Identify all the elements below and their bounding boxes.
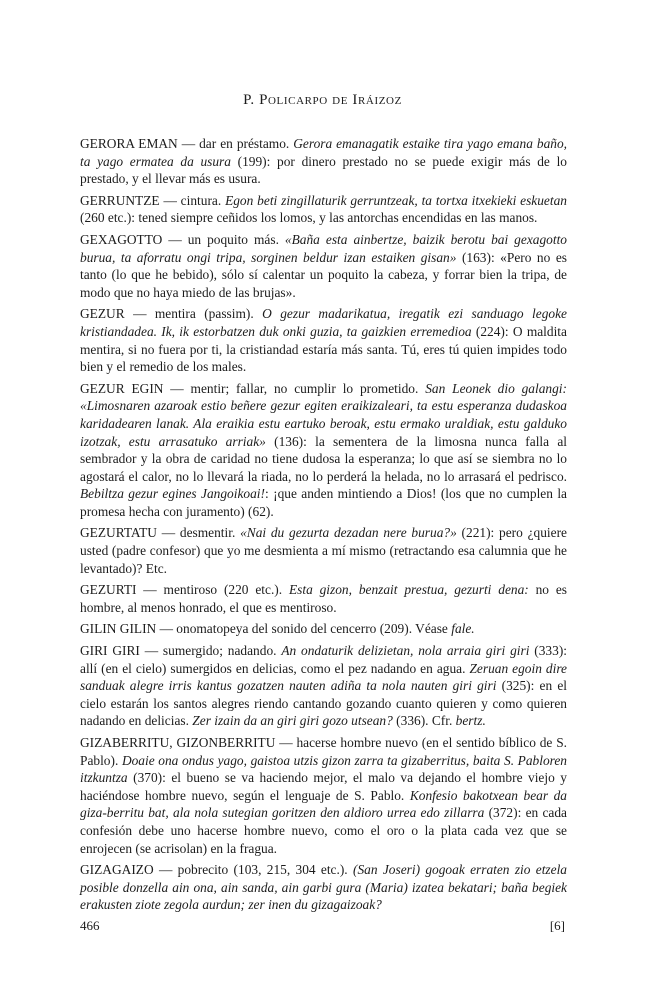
entry-text: (336). Cfr.	[392, 713, 456, 729]
entry-example-text: Bebiltza gezur egines Jangoikoai!	[80, 486, 265, 502]
dictionary-entry	[80, 581, 567, 616]
entry-text: GERORA EMAN — dar en préstamo.	[80, 136, 294, 151]
entry-example-text: Konfesio bakotxean bear da giza-berritu bat, ala nola sutegian goritzen den aldioro urrea edo zillarra	[80, 787, 567, 821]
entry-text: (372): en cada confesión debe uno hacerse hombre nuevo, como el oro o la plata cada vez que se enrojecen (se acrisolan) en la fragua.	[80, 805, 567, 856]
entry-example-text: O gezur madarikatua, iregatik ezi sanduago legoke kristiandadea. Ik, ik estorbatzen duk onki guzia, ta gaizkien erremedioa	[80, 306, 567, 339]
entry-example-text: Zer izain da an giri giri gozo utsean?	[192, 713, 393, 729]
dictionary-entry	[80, 734, 567, 857]
entry-example-text: fale.	[451, 621, 475, 637]
entry-example-text: San Leonek dio galangi: «Limosnaren azaroak estio beñere gezur egiten eraikizaleari, ta estu esperanza dudaskoa karidadearen lanak. Ala eraikia estu eartuko beroak, estu ermako uraldiak, estu galduko izotzak, estu arrasatuko arriak»	[80, 380, 567, 449]
dictionary-entry	[80, 305, 567, 375]
dictionary-entry	[80, 231, 567, 301]
entry-example-text: Zeruan egoin dire sanduak alegre irris kantus gozatzen nauten adiña ta nola nauten giri giri	[80, 660, 567, 694]
entry-text: GIZAGAIZO — pobrecito (103, 215, 304 etc.).	[80, 862, 353, 878]
entry-text: GEZURTI — mentiroso (220 etc.).	[80, 582, 289, 598]
entry-text: (224): O maldita mentira, si no fuera por ti, la cristiandad estaría más santa. Tú, eres tú quien impides todo bien y el remedio de los males.	[80, 323, 567, 375]
entry-example-text: «Nai du gezurta dezadan nere burua?»	[240, 525, 457, 541]
entry-example-text: An ondaturik delizietan, nola arraia giri giri	[281, 643, 530, 659]
entry-example-text: bertz.	[455, 713, 486, 729]
header-author: Policarpo de Iráizoz	[259, 92, 402, 108]
entry-example-text: Esta gizon, benzait prestua, gezurti dena:	[288, 582, 529, 598]
entry-text: : ¡que anden mintiendo a Dios! (los que no cumplen la promesa hecha con juramento) (62).	[80, 486, 567, 519]
entry-text: no es hombre, al menos honrado, el que es mentiroso.	[80, 582, 567, 615]
dictionary-entry	[80, 135, 567, 188]
entry-text: (325): en el cielo estarán los santos alegres riendo cantando gozando cuanto quieren y como quieren nadando en delicias.	[80, 678, 567, 729]
entry-example-text: «Baña esta ainbertze, baizik berotu bai gexagotto burua, ta aforratu ongi tripa, sorginen beldur izan estaiken gisan»	[80, 231, 567, 265]
entry-text: (163): «Pero no es tanto (lo que he bebido), sólo sí calentar un poquito la cabeza, y forrar bien la tripa, de modo que no haya miedo de las brujas».	[80, 249, 567, 300]
dictionary-entry	[80, 524, 567, 577]
dictionary-entry	[80, 380, 567, 521]
entry-text: (136): la sementera de la limosna nunca falla al sembrador y la obra de caridad no tiene dudosa la esperanza; lo que así se siembra no lo agostará el calor, no lo llevará la riada, no lo perderá la helada, no lo arrasará el pedrisco.	[80, 433, 568, 484]
entry-text: GIRI GIRI — sumergido; nadando.	[80, 643, 282, 659]
entry-text: GEZUR EGIN — mentir; fallar, no cumplir lo prometido.	[80, 380, 426, 396]
entry-text: (370): el bueno se va haciendo mejor, el malo va dejando el hombre viejo y haciéndose hombre nuevo, según el lenguaje de S. Pablo.	[80, 770, 567, 803]
page-reference: [6]	[549, 918, 565, 933]
dictionary-entry	[80, 861, 567, 914]
entry-example-text: Doaie ona ondus yago, gaistoa utzis gizon zarra ta gizaberritus, baita S. Pabloren itzkuntza	[80, 752, 567, 786]
entry-example-text: (San Joseri) gogoak erraten zio etzela posible donzella ain ona, ain sanda, ain garbi gura (Maria) izatea bekatari; baña begiek erakusten ziote zegola aurdun; zer inen du gizagaizoak?	[80, 862, 567, 913]
entry-text: GIZABERRITU, GIZONBERRITU — hacerse hombre nuevo (en el sentido bíblico de S. Pablo).	[80, 735, 567, 768]
entry-example-text: Gerora emanagatik estaike tira yago emana baño, ta yago ermatea da usura	[80, 136, 568, 169]
entry-text: GEZURTATU — desmentir.	[80, 525, 241, 541]
entry-text: GILIN GILIN — onomatopeya del sonido del cencerro (209). Véase	[80, 621, 452, 637]
header-prefix: P.	[243, 92, 260, 108]
dictionary-entry	[80, 642, 567, 730]
entry-text: (333): allí (en el cielo) sumergidos en delicias, como el pez nadando en agua.	[80, 643, 567, 676]
page-number: 466	[80, 918, 100, 933]
entry-text: (199): por dinero prestado no se puede exigir más de lo prestado, y el llevar más es usura.	[80, 153, 567, 187]
entry-text: (221): pero ¿quiere usted (padre confesor) que yo me desmienta a mí mismo (retractando esa calumnia que he levantado)? Etc.	[80, 525, 567, 576]
entry-text: GEZUR — mentira (passim).	[80, 306, 263, 322]
entry-text: GERRUNTZE — cintura.	[80, 192, 226, 208]
entry-text: GEXAGOTTO — un poquito más.	[80, 231, 285, 247]
dictionary-entries	[80, 135, 567, 918]
running-header	[0, 92, 645, 109]
dictionary-entry	[80, 620, 567, 638]
entry-text: (260 etc.): tened siempre ceñidos los lomos, y las antorchas encendidas en las manos.	[80, 210, 538, 226]
dictionary-entry	[80, 192, 567, 227]
entry-example-text: Egon beti zingillaturik gerruntzeak, ta tortxa itxekieki eskuetan	[225, 192, 567, 208]
